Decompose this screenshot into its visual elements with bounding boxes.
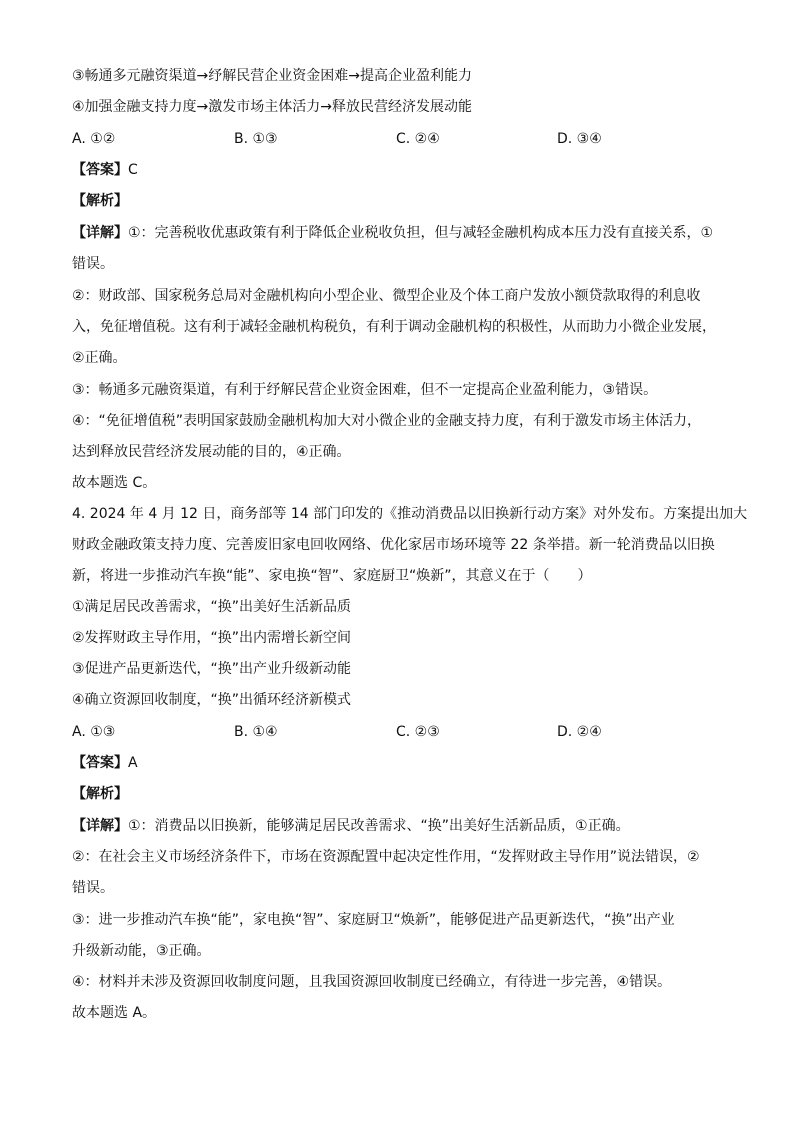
q3-statement-3: ③畅通多元融资渠道→纾解民营企业资金困难→提高企业盈利能力 — [72, 68, 473, 84]
q3-option-c: C. ②④ — [396, 131, 440, 147]
q4-answer-line — [72, 753, 138, 773]
q4-detail-2-line-2: 错误。 — [72, 880, 114, 896]
q4-answer-value: A — [128, 755, 138, 771]
q4-stem-line-3: 新，将进一步推动汽车换“能”、家电换“智”、家庭厨卫“焕新”，其意义在于（ ） — [72, 568, 592, 584]
q4-option-d: D. ②④ — [557, 724, 602, 740]
q4-option-b: B. ①④ — [234, 724, 278, 740]
q3-conclusion: 故本题选 C。 — [72, 475, 157, 491]
q3-answer-value: C — [128, 162, 138, 178]
q4-stem-line-1: 4. 2024 年 4 月 12 日，商务部等 14 部门印发的《推动消费品以旧换新行动方案》对外发布。方案提出加大 — [72, 506, 748, 522]
q4-analysis-tag: 【解析】 — [72, 786, 128, 802]
q4-answer-tag: 【答案】 — [72, 755, 128, 771]
q3-detail-2-line-3: ②正确。 — [72, 350, 127, 366]
q3-detail-1-line-2: 错误。 — [72, 256, 114, 272]
q3-option-a: A. ①② — [72, 131, 116, 147]
q4-detail-tag: 【详解】 — [72, 818, 128, 834]
q3-detail-4-line-1: ④：“免征增值税”表明国家鼓励金融机构加大对小微企业的金融支持力度，有利于激发市场主体活力， — [72, 413, 702, 429]
q4-stem-line-2: 财政金融政策支持力度、完善废旧家电回收网络、优化家居市场环境等 22 条举措。新一轮消费品以旧换 — [72, 537, 715, 553]
q3-option-b: B. ①③ — [234, 131, 278, 147]
q4-detail-2-line-1: ②：在社会主义市场经济条件下，市场在资源配置中起决定性作用，“发挥财政主导作用”说法错误，② — [72, 849, 700, 865]
q4-statement-3: ③促进产品更新迭代，“换”出产业升级新动能 — [72, 661, 352, 677]
q4-detail-3-line-1: ③：进一步推动汽车换“能”，家电换“智”、家庭厨卫“焕新”，能够促进产品更新迭代，“换”出产业 — [72, 912, 675, 928]
q4-statement-2: ②发挥财政主导作用，“换”出内需增长新空间 — [72, 630, 352, 646]
q4-option-c: C. ②③ — [396, 724, 440, 740]
q3-detail-4-line-2: 达到释放民营经济发展动能的目的，④正确。 — [72, 444, 351, 460]
q4-statement-4: ④确立资源回收制度，“换”出循环经济新模式 — [72, 692, 352, 708]
q4-statement-1: ①满足居民改善需求，“换”出美好生活新品质 — [72, 599, 352, 615]
q3-analysis-tag: 【解析】 — [72, 193, 128, 209]
q3-answer-tag: 【答案】 — [72, 162, 128, 178]
q3-statement-4: ④加强金融支持力度→激发市场主体活力→释放民营经济发展动能 — [72, 99, 473, 115]
q3-detail-2-line-2: 入，免征增值税。这有利于减轻金融机构税负，有利于调动金融机构的积极性，从而助力小微企业发展， — [72, 319, 716, 335]
q4-conclusion: 故本题选 A。 — [72, 1005, 157, 1021]
q4-detail-3-line-2: 升级新动能，③正确。 — [72, 943, 211, 959]
q3-detail-3: ③：畅通多元融资渠道，有利于纾解民营企业资金困难，但不一定提高企业盈利能力，③错误。 — [72, 382, 658, 398]
q4-detail-1: 【详解】①：消费品以旧换新，能够满足居民改善需求、“换”出美好生活新品质，①正确。 — [72, 818, 630, 834]
q3-detail-2-line-1: ②：财政部、国家税务总局对金融机构向小型企业、微型企业及个体工商户发放小额贷款取得的利息收 — [72, 288, 701, 304]
q3-detail-tag: 【详解】 — [72, 225, 128, 241]
q3-detail-1-line-1: 【详解】①：完善税收优惠政策有利于降低企业税收负担，但与减轻金融机构成本压力没有直接关系，① — [72, 225, 714, 241]
q4-detail-4: ④：材料并未涉及资源回收制度问题，且我国资源回收制度已经确立，有待进一步完善，④错误。 — [72, 974, 672, 990]
q3-answer-line — [72, 160, 138, 180]
q3-option-d: D. ③④ — [557, 131, 602, 147]
q4-option-a: A. ①③ — [72, 724, 116, 740]
